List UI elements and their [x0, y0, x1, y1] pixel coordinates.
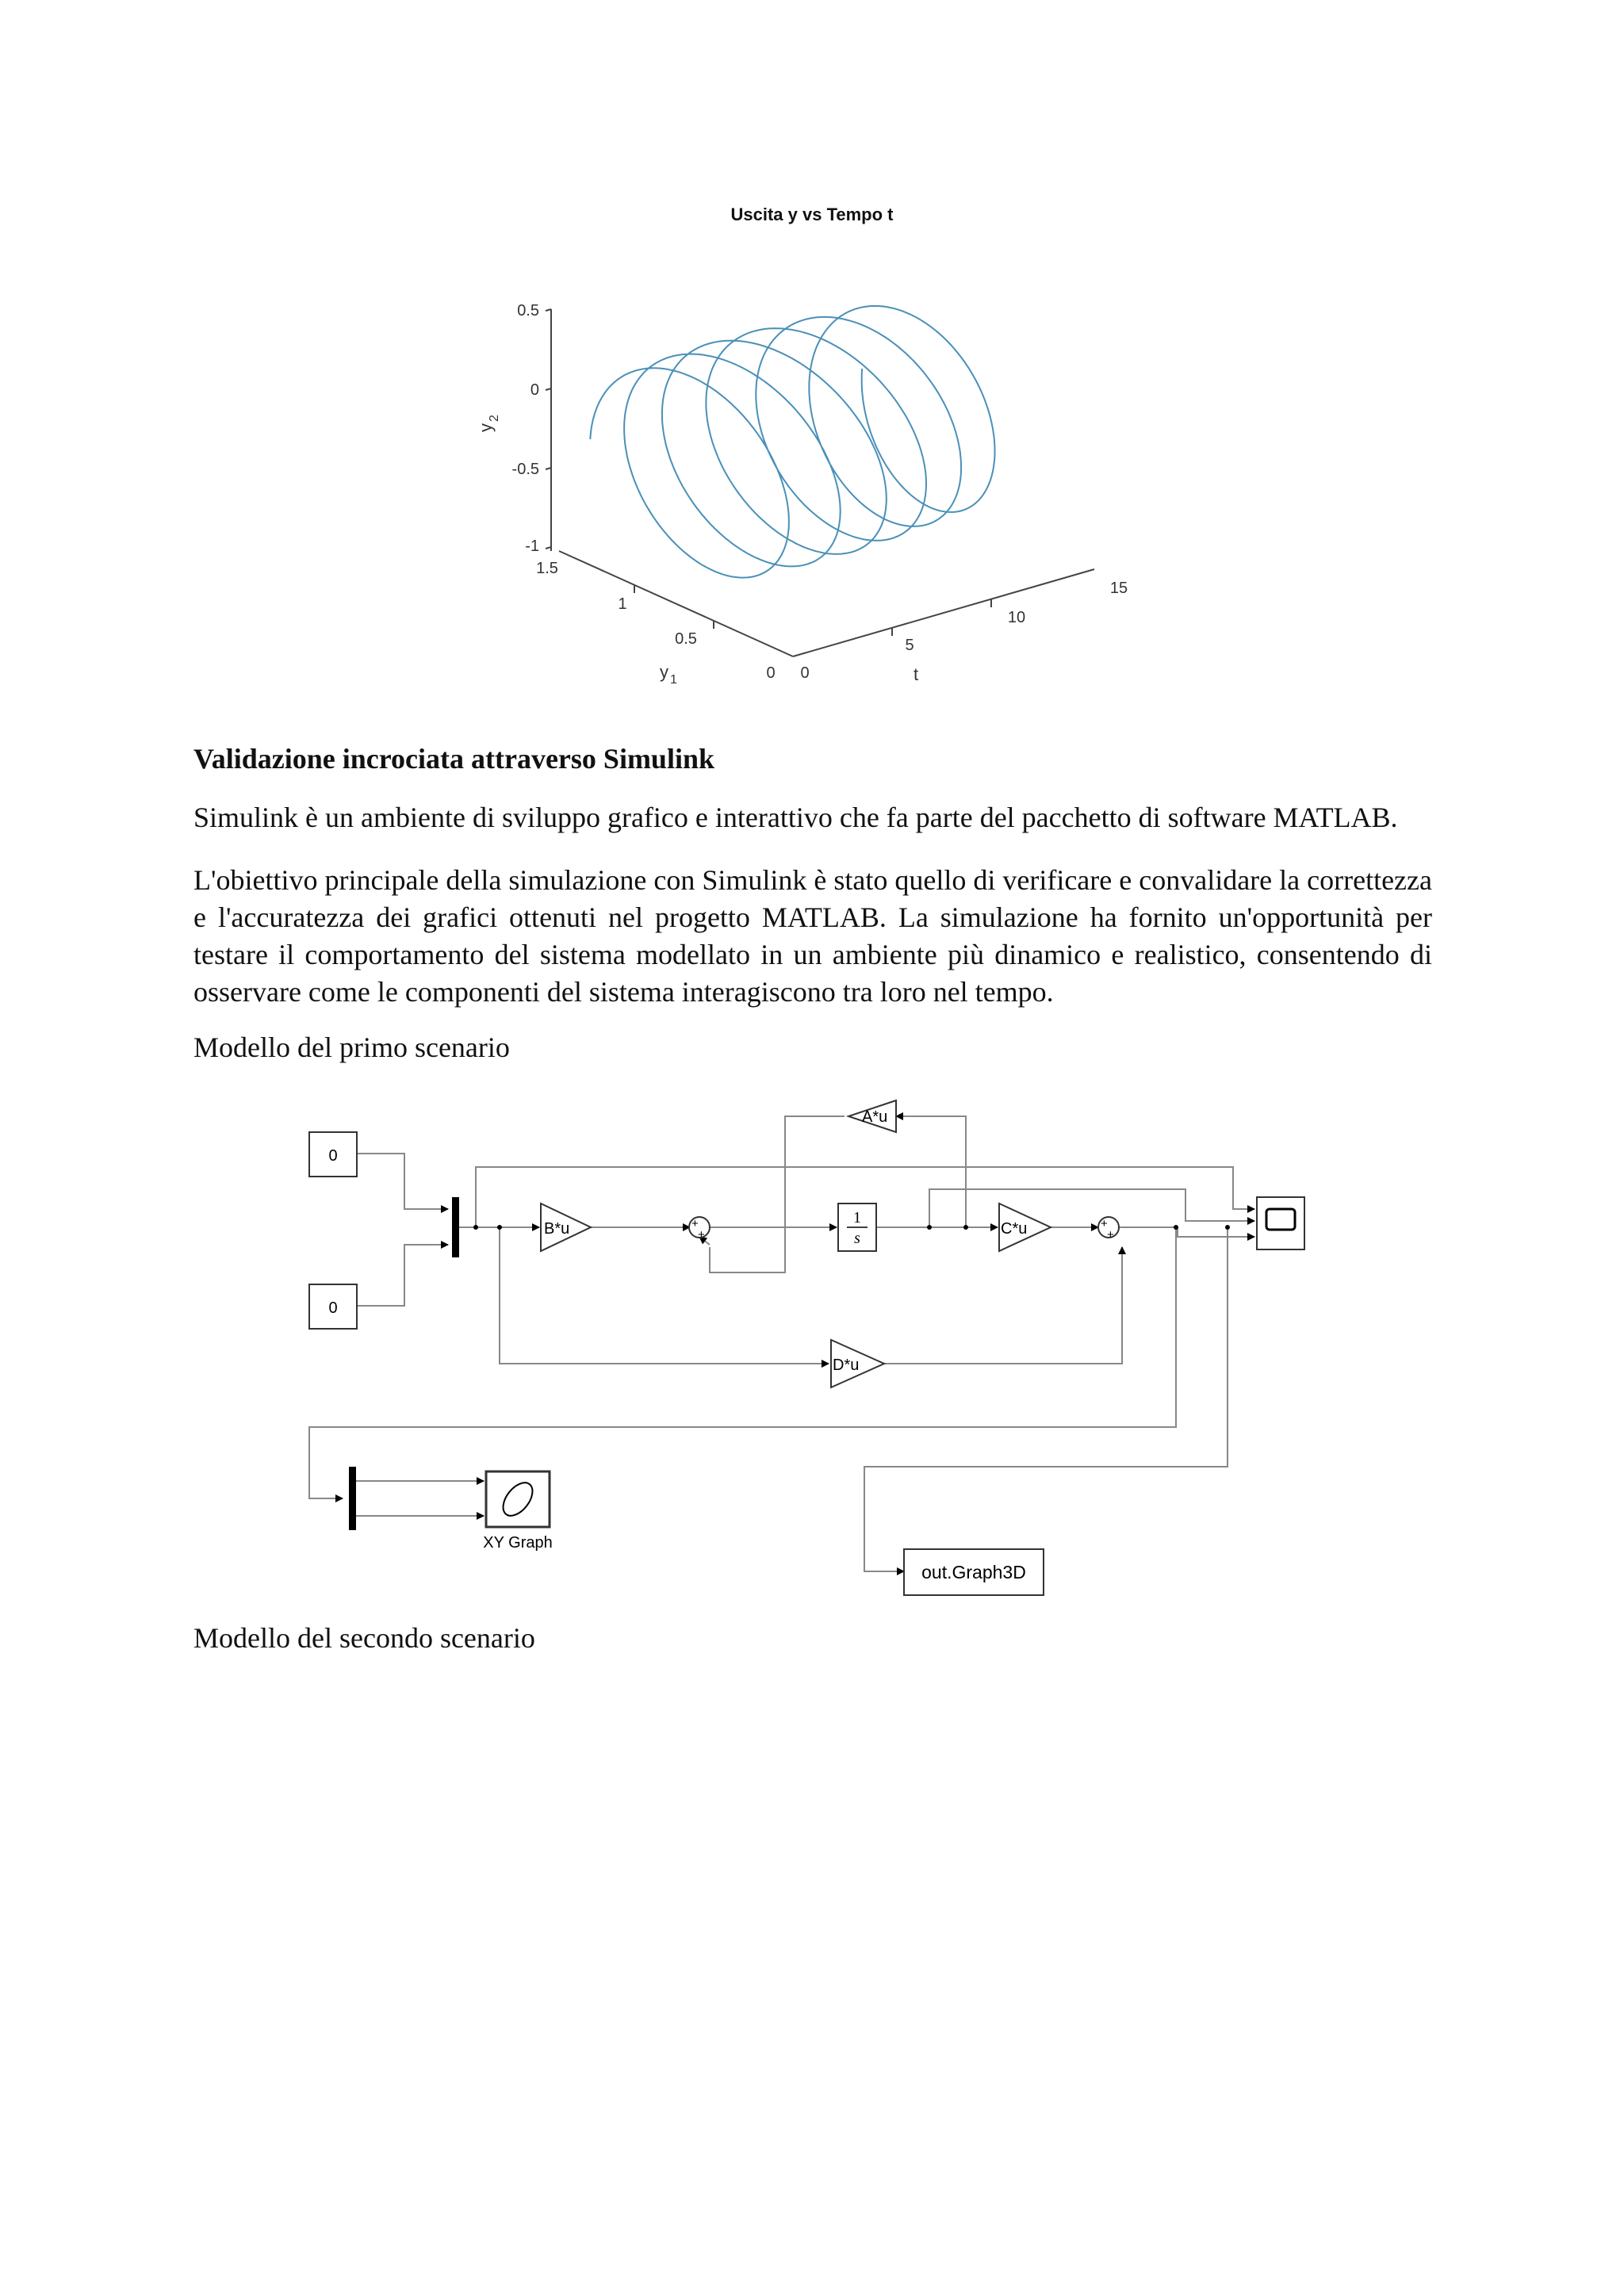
y1-tick: 1.5 [536, 560, 558, 577]
gain-c-label: C*u [1001, 1220, 1028, 1238]
y1-tick: 0.5 [675, 630, 697, 648]
z-tick: 0 [530, 381, 539, 399]
z-tick: -0.5 [511, 461, 539, 478]
constant-value: 0 [328, 1147, 338, 1165]
z-axis-label-sub: 2 [488, 415, 501, 422]
y1-axis-label: y [660, 662, 668, 682]
gain-b-label: B*u [544, 1220, 570, 1238]
t-tick: 0 [800, 664, 810, 682]
y1-tick: 1 [618, 595, 627, 613]
mux-block [349, 1467, 356, 1530]
integrator-numerator: 1 [853, 1209, 861, 1226]
xy-graph-block [486, 1471, 550, 1527]
caption-second-scenario: Modello del secondo scenario [193, 1622, 535, 1654]
integrator-denominator: s [854, 1230, 860, 1247]
z-axis-label: y [476, 423, 496, 432]
sum-sign: + [698, 1228, 705, 1242]
gain-a-label: A*u [862, 1108, 888, 1126]
t-axis [793, 569, 1094, 656]
sum-sign: + [691, 1217, 699, 1230]
caption-first-scenario: Modello del primo scenario [193, 1031, 510, 1063]
gain-d-label: D*u [833, 1357, 860, 1374]
data-line [590, 306, 994, 578]
z-tick: -1 [525, 538, 539, 555]
y1-tick: 0 [766, 664, 776, 682]
sum-sign: + [1101, 1217, 1108, 1230]
sum-sign: + [1107, 1228, 1114, 1242]
plot-title: Uscita y vs Tempo t [730, 205, 894, 224]
t-tick: 5 [905, 637, 914, 654]
y1-axis-label-sub: 1 [670, 673, 677, 687]
mux-block [452, 1197, 459, 1257]
constant-value: 0 [328, 1299, 338, 1317]
scope-icon [1266, 1209, 1295, 1230]
xy-graph-label: XY Graph [483, 1534, 553, 1552]
paragraph-objective: L'obiettivo principale della simulazione con Simulink è stato quello di verificare e convalidare la correttezza e l'accuratezza dei grafici ottenuti nel progetto MATLAB. La simulazione ha fornito un'opportunità per testare il comportamento del sistema modellato in un ambiente più dinamico e realistico, consentendo di osservare come le componenti del sistema interagiscono tra loro nel tempo. [193, 864, 1432, 1008]
simulink-diagram [285, 1078, 1332, 1601]
3d-line-plot [444, 190, 1158, 729]
paragraph-intro: Simulink è un ambiente di sviluppo grafico e interattivo che fa parte del pacchetto di software MATLAB. [193, 802, 1398, 833]
t-axis-label: t [914, 664, 919, 684]
t-tick: 10 [1007, 609, 1026, 626]
section-heading: Validazione incrociata attraverso Simulink [193, 743, 714, 775]
out-block-label: out.Graph3D [921, 1562, 1026, 1582]
t-tick: 15 [1109, 580, 1128, 597]
z-tick: 0.5 [517, 302, 539, 320]
